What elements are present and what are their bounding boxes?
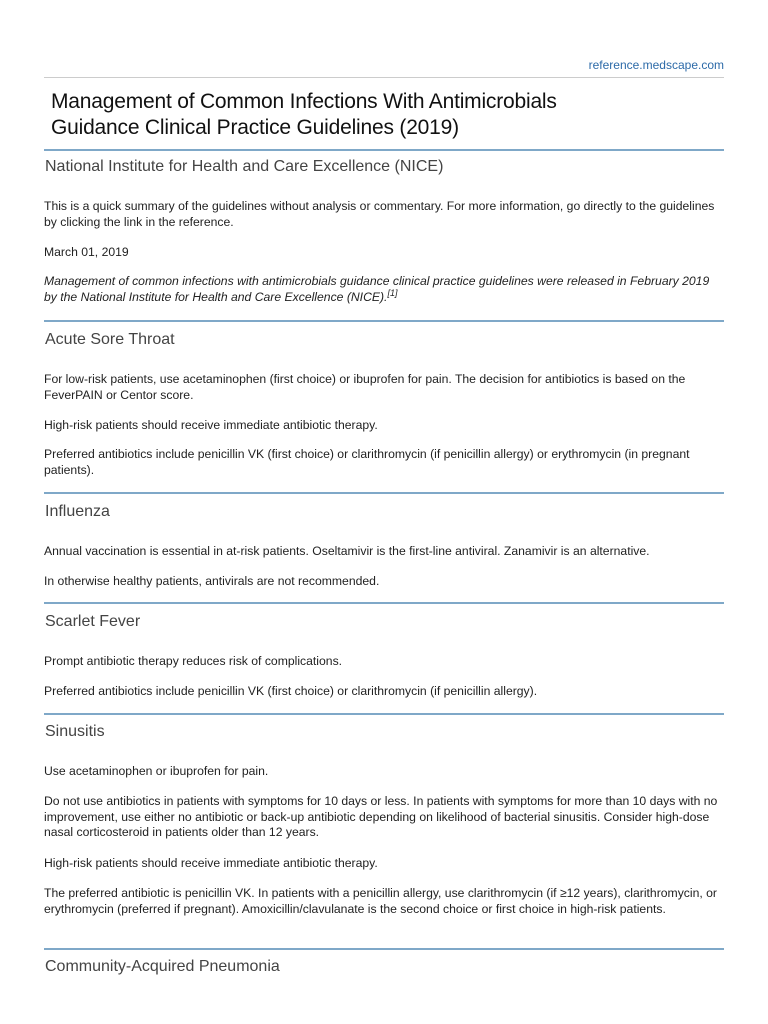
section-divider xyxy=(44,948,724,950)
section-paragraph: Preferred antibiotics include penicillin VK (first choice) or clarithromycin (if penicillin allergy) or erythromycin (in pregnant patients). xyxy=(44,447,690,477)
title-divider xyxy=(44,77,724,78)
section-paragraph: Prompt antibiotic therapy reduces risk of complications. xyxy=(44,654,343,668)
section-paragraph: High-risk patients should receive immediate antibiotic therapy. xyxy=(44,418,378,432)
section-paragraph: Annual vaccination is essential in at-risk patients. Oseltamivir is the first-line antiviral. Zanamivir is an alternative. xyxy=(44,544,650,558)
section-heading: Scarlet Fever xyxy=(45,613,141,630)
page-title xyxy=(51,89,557,141)
reference-marker: [1] xyxy=(387,287,398,298)
section-heading: Sinusitis xyxy=(45,723,105,740)
section-paragraph: The preferred antibiotic is penicillin VK. In patients with a penicillin allergy, use clarithromycin (if ≥12 years), clarithromycin, or erythromycin (preferred if pregnant). Amoxicillin/clavulanate is the second choice or first choice in high-risk patients. xyxy=(44,886,717,916)
section-divider xyxy=(44,320,724,322)
section-divider xyxy=(44,713,724,715)
section-paragraph: High-risk patients should receive immediate antibiotic therapy. xyxy=(44,856,378,870)
reference-link[interactable] xyxy=(387,287,398,304)
section-heading: Community-Acquired Pneumonia xyxy=(45,958,280,975)
section-paragraph: In otherwise healthy patients, antivirals are not recommended. xyxy=(44,574,380,588)
release-note-text: Management of common infections with antimicrobials guidance clinical practice guidelines were released in February 2019 by the National Institute for Health and Care Excellence (NICE). xyxy=(44,274,710,304)
title-line-2: Guidance Clinical Practice Guidelines (2019) xyxy=(51,116,459,139)
section-paragraph: For low-risk patients, use acetaminophen (first choice) or ibuprofen for pain. The decision for antibiotics is based on the FeverPAIN or Centor score. xyxy=(44,372,686,402)
guideline-date: March 01, 2019 xyxy=(44,245,129,259)
organization-divider xyxy=(44,149,724,151)
section-divider xyxy=(44,492,724,494)
source-link[interactable]: reference.medscape.com xyxy=(588,58,724,72)
section-paragraph: Do not use antibiotics in patients with symptoms for 10 days or less. In patients with symptoms for more than 10 days with no improvement, use either no antibiotic or back-up antibiotic depending on likelihood of bacterial sinusitis. Consider high-dose nasal corticosteroid in patients older than 12 years. xyxy=(44,794,718,839)
title-line-1: Management of Common Infections With Antimicrobials xyxy=(51,90,557,113)
section-heading: Influenza xyxy=(45,503,110,520)
section-paragraph: Use acetaminophen or ibuprofen for pain. xyxy=(44,764,269,778)
section-paragraph: Preferred antibiotics include penicillin VK (first choice) or clarithromycin (if penicillin allergy). xyxy=(44,684,538,698)
organization-heading: National Institute for Health and Care Excellence (NICE) xyxy=(45,158,444,175)
release-note xyxy=(44,274,724,305)
section-divider xyxy=(44,602,724,604)
intro-summary: This is a quick summary of the guidelines without analysis or commentary. For more information, go directly to the guidelines by clicking the link in the reference. xyxy=(44,199,715,229)
section-heading: Acute Sore Throat xyxy=(45,331,175,348)
